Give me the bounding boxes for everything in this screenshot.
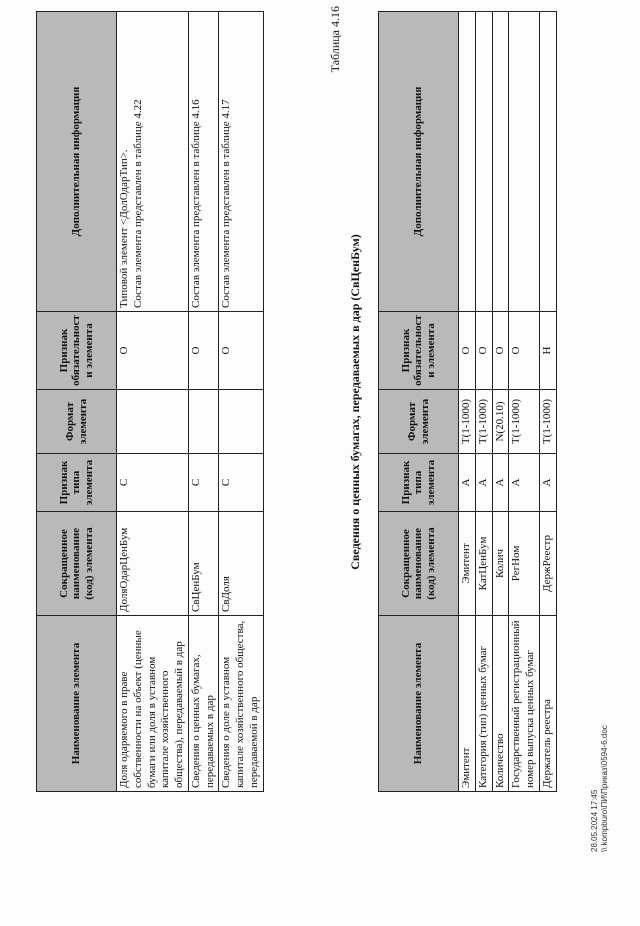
table-title: Сведения о ценных бумагах, передаваемых в дар (СвЦенБум): [348, 234, 362, 570]
cell-code: СвЦенБум: [188, 512, 219, 616]
cell-required: О: [459, 312, 476, 390]
cell-required: О: [188, 312, 219, 390]
cell-type: С: [219, 454, 263, 512]
cell-code: СвДоля: [219, 512, 263, 616]
cell-code: ДержРеестр: [539, 512, 556, 616]
table-row: [539, 12, 556, 792]
table-header-row: [379, 12, 459, 792]
cell-name: Держатель реестра: [539, 616, 556, 792]
cell-type: С: [117, 454, 189, 512]
elements-table: [36, 11, 264, 792]
cell-required: Н: [539, 312, 556, 390]
cell-name: Доля одаряемого в праве собственности на объект (ценные бумаги или доля в уставном капитале хозяйственного общества), передаваемый в дар: [117, 616, 189, 792]
cell-info: [475, 12, 492, 312]
cell-required: О: [475, 312, 492, 390]
cell-info: Типовой элемент <ДолОдарТип>. Состав элемента представлен в таблице 4.22: [117, 12, 189, 312]
cell-info: [492, 12, 509, 312]
table-row: [475, 12, 492, 792]
table-row: [459, 12, 476, 792]
header-cell: Признак типа элемента: [379, 454, 459, 512]
cell-format: N(20.10): [492, 390, 509, 454]
header-cell: Сокращенное наименование (код) элемента: [379, 512, 459, 616]
header-cell: Формат элемента: [37, 390, 117, 454]
cell-code: РегНом: [509, 512, 540, 616]
cell-format: T(1-1000): [539, 390, 556, 454]
cell-required: О: [219, 312, 263, 390]
cell-format: T(1-1000): [475, 390, 492, 454]
footer-timestamp: 28.05.2024 17:45: [590, 789, 599, 852]
table-caption: Таблица 4.16: [328, 6, 342, 73]
header-cell: Признак обязательности элемента: [379, 312, 459, 390]
cell-type: А: [459, 454, 476, 512]
cell-format: T(1-1000): [509, 390, 540, 454]
cell-name: Государственный регистрационный номер выпуска ценных бумаг: [509, 616, 540, 792]
cell-name: Категория (тип) ценных бумаг: [475, 616, 492, 792]
cell-type: А: [492, 454, 509, 512]
cell-type: А: [539, 454, 556, 512]
cell-required: О: [117, 312, 189, 390]
cell-code: Колич: [492, 512, 509, 616]
header-cell: Признак обязательности элемента: [37, 312, 117, 390]
cell-format: [117, 390, 189, 454]
cell-code: Эмитент: [459, 512, 476, 616]
table-row: [509, 12, 540, 792]
cell-name: Сведения о ценных бумагах, передаваемых в дар: [188, 616, 219, 792]
cell-format: T(1-1000): [459, 390, 476, 454]
cell-format: [219, 390, 263, 454]
table-row: [219, 12, 263, 792]
table-header-row: [37, 12, 117, 792]
cell-type: А: [509, 454, 540, 512]
cell-code: ДоляОдарЦенБум: [117, 512, 189, 616]
cell-info: [459, 12, 476, 312]
cell-type: С: [188, 454, 219, 512]
header-cell: Наименование элемента: [37, 616, 117, 792]
document-footer: [590, 725, 609, 852]
securities-table: [378, 11, 557, 792]
cell-type: А: [475, 454, 492, 512]
footer-file-path: \\ kompburo\ПИ\Приказ\0594-6.doc: [599, 725, 609, 852]
cell-required: О: [509, 312, 540, 390]
cell-info: Состав элемента представлен в таблице 4.17: [219, 12, 263, 312]
table-row: [188, 12, 219, 792]
header-cell: Дополнительная информация: [379, 12, 459, 312]
table-row: [117, 12, 189, 792]
cell-name: Сведения о доле в уставном капитале хозяйственного общества, передаваемой в дар: [219, 616, 263, 792]
cell-format: [188, 390, 219, 454]
header-cell: Дополнительная информация: [37, 12, 117, 312]
cell-code: КатЦенБум: [475, 512, 492, 616]
header-cell: Наименование элемента: [379, 616, 459, 792]
header-cell: Признак типа элемента: [37, 454, 117, 512]
cell-name: Количество: [492, 616, 509, 792]
cell-name: Эмитент: [459, 616, 476, 792]
header-cell: Сокращенное наименование (код) элемента: [37, 512, 117, 616]
cell-info: [539, 12, 556, 312]
header-cell: Формат элемента: [379, 390, 459, 454]
table-row: [492, 12, 509, 792]
cell-info: [509, 12, 540, 312]
cell-required: О: [492, 312, 509, 390]
cell-info: Состав элемента представлен в таблице 4.16: [188, 12, 219, 312]
